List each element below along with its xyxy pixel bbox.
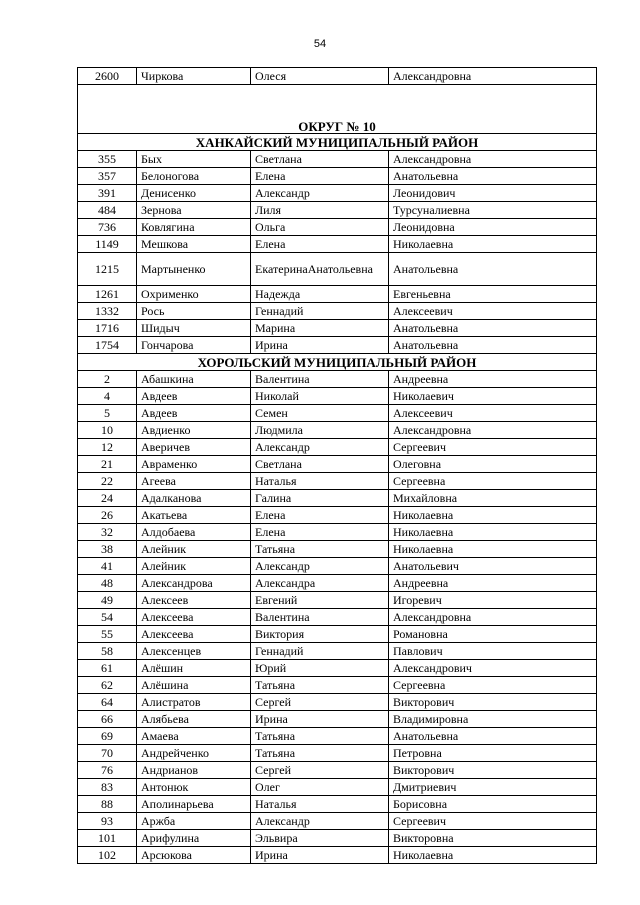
cell-last-name: Бых — [137, 151, 251, 168]
cell-patronymic: Анатольевич — [389, 558, 597, 575]
cell-patronymic: Сергеевна — [389, 677, 597, 694]
cell-patronymic: Викторович — [389, 762, 597, 779]
cell-first-name: Ирина — [251, 847, 389, 864]
okrug-heading-row — [78, 85, 597, 134]
cell-number: 41 — [78, 558, 137, 575]
cell-last-name: Андрианов — [137, 762, 251, 779]
cell-patronymic: Анатольевна — [389, 253, 597, 286]
cell-number: 1149 — [78, 236, 137, 253]
cell-number: 32 — [78, 524, 137, 541]
cell-patronymic: Игоревич — [389, 592, 597, 609]
cell-number: 101 — [78, 830, 137, 847]
cell-number: 1332 — [78, 303, 137, 320]
cell-number: 62 — [78, 677, 137, 694]
cell-first-name: Николай — [251, 388, 389, 405]
district-heading-row — [78, 354, 597, 371]
cell-number: 4 — [78, 388, 137, 405]
cell-first-name: Евгений — [251, 592, 389, 609]
table-row — [78, 286, 597, 303]
cell-number: 93 — [78, 813, 137, 830]
page-number: 54 — [313, 38, 327, 50]
cell-first-name: Виктория — [251, 626, 389, 643]
cell-patronymic: Викторовна — [389, 830, 597, 847]
cell-first-name: Александр — [251, 185, 389, 202]
table-row — [78, 728, 597, 745]
cell-number: 357 — [78, 168, 137, 185]
cell-first-name: Татьяна — [251, 728, 389, 745]
cell-number: 2 — [78, 371, 137, 388]
cell-patronymic: Александровна — [389, 422, 597, 439]
district-heading-row — [78, 134, 597, 151]
okrug-heading: ОКРУГ № 10 — [78, 85, 597, 134]
cell-patronymic: Александровна — [389, 68, 597, 85]
cell-last-name: Алейник — [137, 558, 251, 575]
table-row — [78, 151, 597, 168]
table-row — [78, 762, 597, 779]
cell-last-name: Андрейченко — [137, 745, 251, 762]
table-row — [78, 253, 597, 286]
cell-number: 70 — [78, 745, 137, 762]
table-row — [78, 202, 597, 219]
table-row — [78, 779, 597, 796]
cell-last-name: Алёшина — [137, 677, 251, 694]
cell-last-name: Антонюк — [137, 779, 251, 796]
cell-first-name: Наталья — [251, 796, 389, 813]
cell-patronymic: Михайловна — [389, 490, 597, 507]
cell-number: 49 — [78, 592, 137, 609]
cell-first-name: Елена — [251, 524, 389, 541]
cell-first-name: Юрий — [251, 660, 389, 677]
cell-patronymic: Николаевич — [389, 388, 597, 405]
cell-number: 83 — [78, 779, 137, 796]
cell-number: 21 — [78, 456, 137, 473]
cell-number: 76 — [78, 762, 137, 779]
cell-patronymic: Николаевна — [389, 236, 597, 253]
cell-last-name: Аполинарьева — [137, 796, 251, 813]
cell-first-name: Светлана — [251, 151, 389, 168]
cell-last-name: Алексеева — [137, 626, 251, 643]
table-row — [78, 303, 597, 320]
cell-first-name: Эльвира — [251, 830, 389, 847]
cell-patronymic: Олеговна — [389, 456, 597, 473]
cell-patronymic: Николаевна — [389, 524, 597, 541]
table-row — [78, 541, 597, 558]
cell-first-name: Геннадий — [251, 303, 389, 320]
table-row — [78, 694, 597, 711]
cell-first-name: Елена — [251, 236, 389, 253]
cell-number: 1716 — [78, 320, 137, 337]
cell-number: 48 — [78, 575, 137, 592]
table-row — [78, 168, 597, 185]
cell-patronymic: Александровна — [389, 609, 597, 626]
cell-first-name: Александр — [251, 439, 389, 456]
cell-last-name: Алёшин — [137, 660, 251, 677]
table-row — [78, 830, 597, 847]
cell-first-name: Геннадий — [251, 643, 389, 660]
table-row — [78, 456, 597, 473]
cell-last-name: Арсюкова — [137, 847, 251, 864]
cell-patronymic: Андреевна — [389, 371, 597, 388]
table-row — [78, 711, 597, 728]
table-row — [78, 609, 597, 626]
cell-number: 54 — [78, 609, 137, 626]
cell-last-name: Охрименко — [137, 286, 251, 303]
cell-first-name: Елена — [251, 507, 389, 524]
cell-last-name: Рось — [137, 303, 251, 320]
cell-number: 58 — [78, 643, 137, 660]
cell-first-name: Людмила — [251, 422, 389, 439]
cell-patronymic: Анатольевна — [389, 728, 597, 745]
cell-number: 55 — [78, 626, 137, 643]
cell-number: 1215 — [78, 253, 137, 286]
cell-last-name: Александрова — [137, 575, 251, 592]
table-row — [78, 371, 597, 388]
cell-first-name: Ирина — [251, 337, 389, 354]
cell-last-name: Алексеев — [137, 592, 251, 609]
cell-last-name: Абашкина — [137, 371, 251, 388]
cell-number: 61 — [78, 660, 137, 677]
cell-first-name: ЕкатеринаАнатольевна — [251, 253, 389, 286]
cell-patronymic: Леонидович — [389, 185, 597, 202]
cell-first-name: Татьяна — [251, 541, 389, 558]
cell-first-name: Александр — [251, 558, 389, 575]
cell-last-name: Авдиенко — [137, 422, 251, 439]
cell-last-name: Мешкова — [137, 236, 251, 253]
cell-patronymic: Владимировна — [389, 711, 597, 728]
cell-patronymic: Николаевна — [389, 507, 597, 524]
cell-patronymic: Турсуналиевна — [389, 202, 597, 219]
cell-first-name: Валентина — [251, 609, 389, 626]
table-row — [78, 405, 597, 422]
cell-patronymic: Александровна — [389, 151, 597, 168]
table-row — [78, 847, 597, 864]
cell-last-name: Агеева — [137, 473, 251, 490]
cell-last-name: Акатьева — [137, 507, 251, 524]
cell-first-name: Сергей — [251, 762, 389, 779]
cell-first-name: Ольга — [251, 219, 389, 236]
cell-number: 10 — [78, 422, 137, 439]
table-row — [78, 236, 597, 253]
cell-number: 5 — [78, 405, 137, 422]
cell-number: 38 — [78, 541, 137, 558]
table-row — [78, 677, 597, 694]
cell-last-name: Амаева — [137, 728, 251, 745]
cell-patronymic: Сергеевич — [389, 439, 597, 456]
cell-patronymic: Петровна — [389, 745, 597, 762]
cell-number: 484 — [78, 202, 137, 219]
table-row — [78, 643, 597, 660]
cell-number: 69 — [78, 728, 137, 745]
cell-number: 355 — [78, 151, 137, 168]
cell-first-name: Галина — [251, 490, 389, 507]
cell-first-name: Александр — [251, 813, 389, 830]
cell-first-name: Татьяна — [251, 677, 389, 694]
cell-first-name: Наталья — [251, 473, 389, 490]
table-row — [78, 219, 597, 236]
table-row — [78, 320, 597, 337]
cell-first-name: Семен — [251, 405, 389, 422]
table-row — [78, 745, 597, 762]
cell-first-name: Александра — [251, 575, 389, 592]
cell-last-name: Алистратов — [137, 694, 251, 711]
cell-number: 1754 — [78, 337, 137, 354]
cell-number: 736 — [78, 219, 137, 236]
cell-first-name: Марина — [251, 320, 389, 337]
cell-number: 24 — [78, 490, 137, 507]
cell-first-name: Ирина — [251, 711, 389, 728]
cell-patronymic: Сергеевна — [389, 473, 597, 490]
cell-last-name: Алябьева — [137, 711, 251, 728]
district-heading: ХОРОЛЬСКИЙ МУНИЦИПАЛЬНЫЙ РАЙОН — [78, 354, 597, 371]
cell-patronymic: Дмитриевич — [389, 779, 597, 796]
district-heading: ХАНКАЙСКИЙ МУНИЦИПАЛЬНЫЙ РАЙОН — [78, 134, 597, 151]
cell-patronymic: Андреевна — [389, 575, 597, 592]
table-row — [78, 490, 597, 507]
cell-first-name: Светлана — [251, 456, 389, 473]
table-row — [78, 796, 597, 813]
cell-number: 64 — [78, 694, 137, 711]
cell-last-name: Авдеев — [137, 405, 251, 422]
cell-last-name: Алексенцев — [137, 643, 251, 660]
cell-last-name: Зернова — [137, 202, 251, 219]
cell-last-name: Шидыч — [137, 320, 251, 337]
cell-patronymic: Борисовна — [389, 796, 597, 813]
table-row — [78, 337, 597, 354]
cell-last-name: Мартыненко — [137, 253, 251, 286]
cell-last-name: Чиркова — [137, 68, 251, 85]
cell-first-name: Лиля — [251, 202, 389, 219]
cell-last-name: Аверичев — [137, 439, 251, 456]
table-row — [78, 473, 597, 490]
cell-number: 26 — [78, 507, 137, 524]
table-row — [78, 388, 597, 405]
cell-patronymic: Евгеньевна — [389, 286, 597, 303]
cell-last-name: Авдеев — [137, 388, 251, 405]
cell-last-name: Арифулина — [137, 830, 251, 847]
cell-first-name: Олег — [251, 779, 389, 796]
cell-number: 12 — [78, 439, 137, 456]
cell-patronymic: Николаевна — [389, 541, 597, 558]
table-row — [78, 558, 597, 575]
cell-patronymic: Викторович — [389, 694, 597, 711]
cell-first-name: Валентина — [251, 371, 389, 388]
voter-table — [77, 67, 597, 864]
cell-last-name: Денисенко — [137, 185, 251, 202]
cell-first-name: Елена — [251, 168, 389, 185]
table-row — [78, 507, 597, 524]
cell-first-name: Сергей — [251, 694, 389, 711]
cell-patronymic: Романовна — [389, 626, 597, 643]
cell-patronymic: Анатольевна — [389, 320, 597, 337]
cell-number: 66 — [78, 711, 137, 728]
cell-last-name: Авраменко — [137, 456, 251, 473]
table-row — [78, 185, 597, 202]
cell-number: 102 — [78, 847, 137, 864]
cell-patronymic: Леонидовна — [389, 219, 597, 236]
table-row — [78, 660, 597, 677]
cell-last-name: Белоногова — [137, 168, 251, 185]
cell-number: 2600 — [78, 68, 137, 85]
table-row — [78, 626, 597, 643]
cell-last-name: Ковлягина — [137, 219, 251, 236]
cell-number: 1261 — [78, 286, 137, 303]
table-row — [78, 575, 597, 592]
cell-patronymic: Анатольевна — [389, 337, 597, 354]
table-row — [78, 422, 597, 439]
cell-number: 88 — [78, 796, 137, 813]
cell-last-name: Алдобаева — [137, 524, 251, 541]
cell-number: 391 — [78, 185, 137, 202]
cell-patronymic: Анатольевна — [389, 168, 597, 185]
cell-last-name: Аржба — [137, 813, 251, 830]
cell-patronymic: Николаевна — [389, 847, 597, 864]
cell-last-name: Алексеева — [137, 609, 251, 626]
cell-patronymic: Сергеевич — [389, 813, 597, 830]
cell-number: 22 — [78, 473, 137, 490]
cell-patronymic: Павлович — [389, 643, 597, 660]
cell-first-name: Надежда — [251, 286, 389, 303]
cell-last-name: Адалканова — [137, 490, 251, 507]
cell-last-name: Гончарова — [137, 337, 251, 354]
table-row — [78, 813, 597, 830]
table-row — [78, 524, 597, 541]
cell-patronymic: Алексеевич — [389, 303, 597, 320]
cell-first-name: Татьяна — [251, 745, 389, 762]
cell-patronymic: Александрович — [389, 660, 597, 677]
cell-last-name: Алейник — [137, 541, 251, 558]
table-row — [78, 68, 597, 85]
table-row — [78, 592, 597, 609]
table-row — [78, 439, 597, 456]
cell-patronymic: Алексеевич — [389, 405, 597, 422]
cell-first-name: Олеся — [251, 68, 389, 85]
